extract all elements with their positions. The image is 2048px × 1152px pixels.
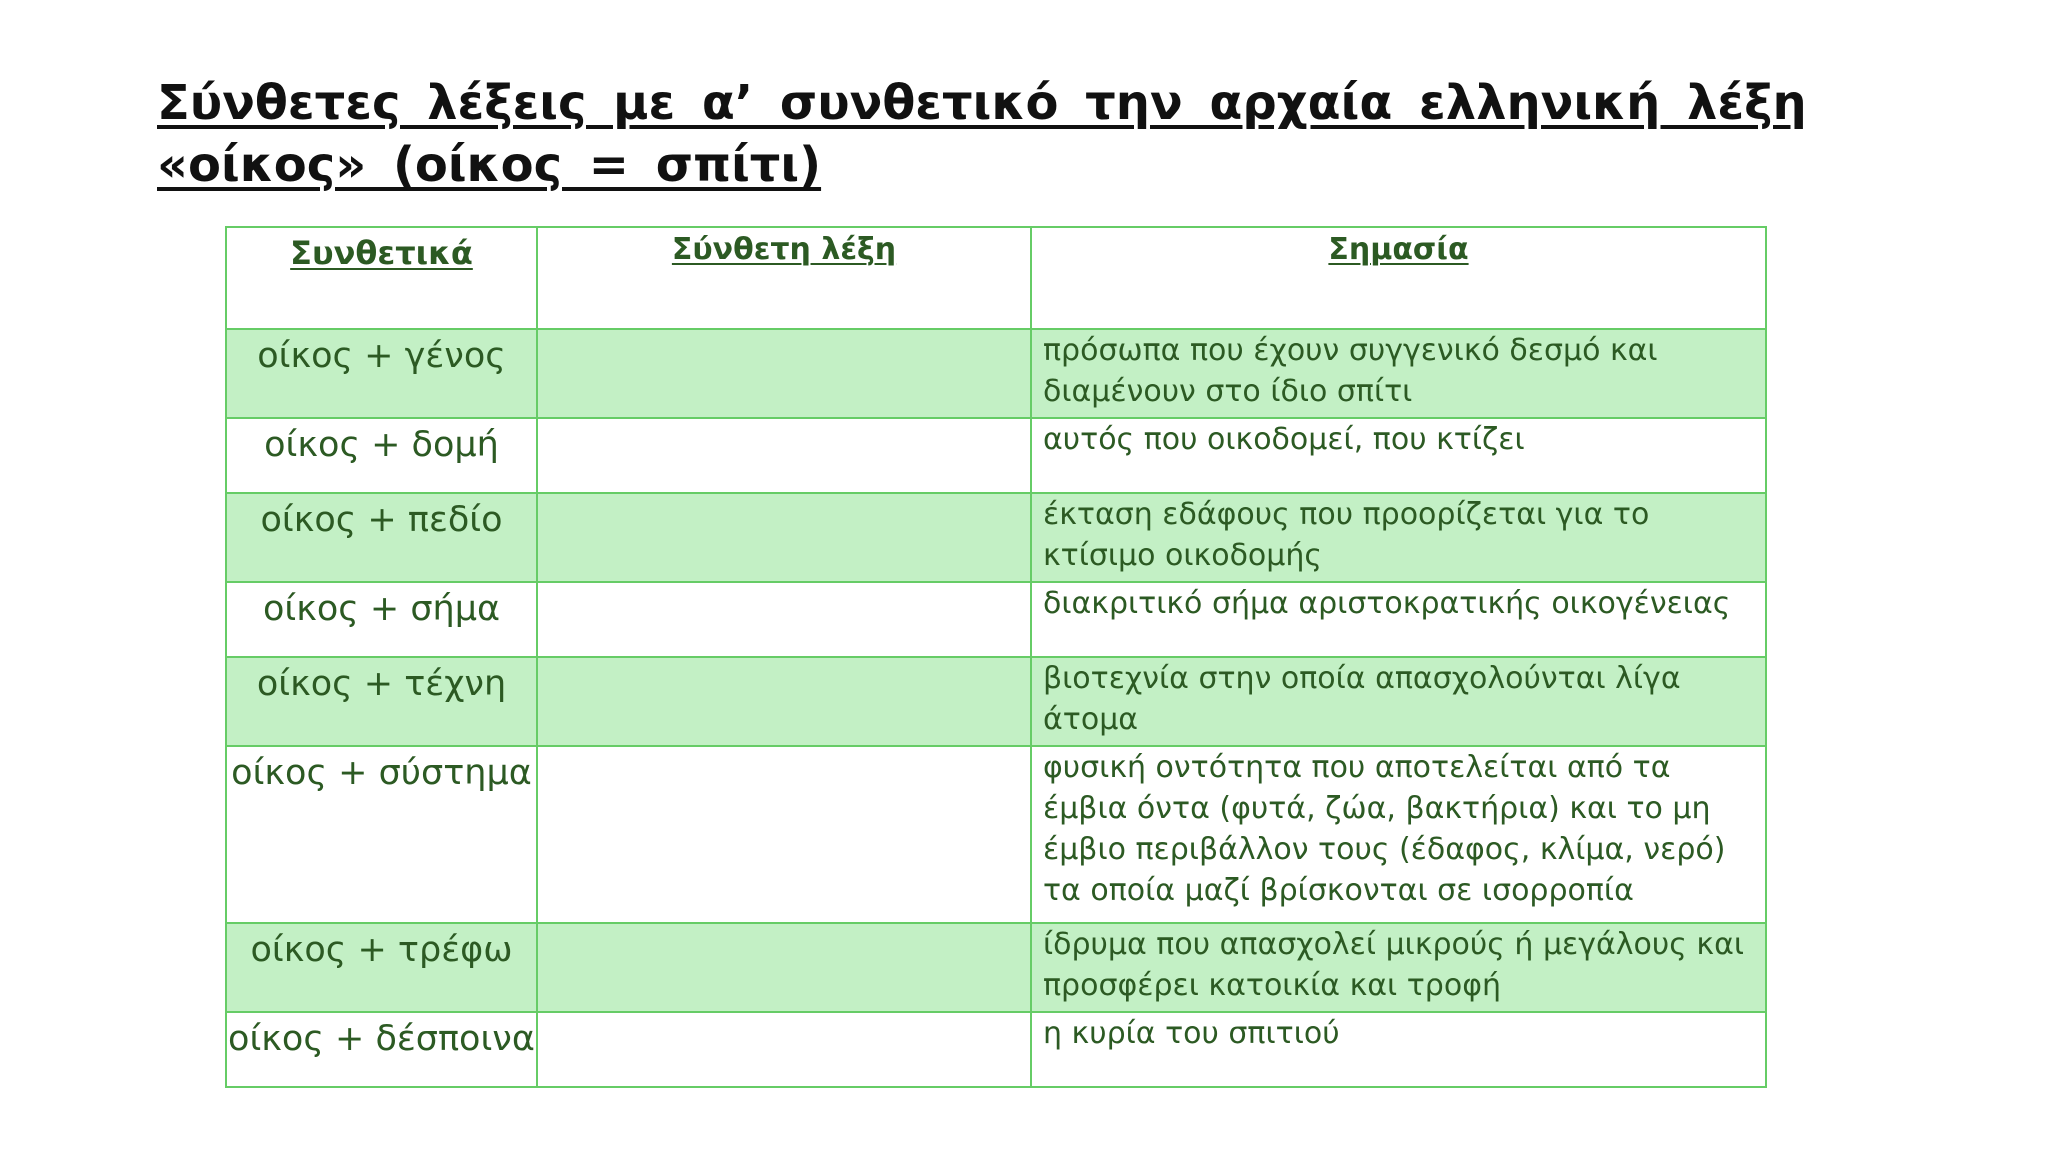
components-cell: οίκος + σύστημα: [226, 746, 537, 923]
compound-word-cell[interactable]: [537, 746, 1031, 923]
compound-word-cell[interactable]: [537, 418, 1031, 493]
page-title: [157, 72, 1807, 196]
components-cell: οίκος + πεδίο: [226, 493, 537, 582]
table-row: [226, 418, 1766, 493]
compound-word-cell[interactable]: [537, 582, 1031, 657]
title-line-1: Σύνθετες λέξεις με α’ συνθετικό την αρχαία ελληνική λέξη: [157, 75, 1807, 131]
compound-word-cell[interactable]: [537, 329, 1031, 418]
table-header-row: [226, 227, 1766, 329]
components-cell: οίκος + γένος: [226, 329, 537, 418]
title-line-2: «οίκος» (οίκος = σπίτι): [157, 137, 822, 193]
table-row: [226, 582, 1766, 657]
compound-word-cell[interactable]: [537, 923, 1031, 1012]
meaning-cell: η κυρία του σπιτιού: [1031, 1012, 1766, 1087]
table-row: [226, 493, 1766, 582]
table-row: [226, 746, 1766, 923]
compound-word-cell[interactable]: [537, 1012, 1031, 1087]
table-row: [226, 1012, 1766, 1087]
header-compound-word: Σύνθετη λέξη: [537, 227, 1031, 329]
components-cell: οίκος + δομή: [226, 418, 537, 493]
meaning-cell: έκταση εδάφους που προορίζεται για το κτίσιμο οικοδομής: [1031, 493, 1766, 582]
meaning-cell: βιοτεχνία στην οποία απασχολούνται λίγα άτομα: [1031, 657, 1766, 746]
components-cell: οίκος + τρέφω: [226, 923, 537, 1012]
components-cell: οίκος + δέσποινα: [226, 1012, 537, 1087]
table-row: [226, 923, 1766, 1012]
meaning-cell: πρόσωπα που έχουν συγγενικό δεσμό και διαμένουν στο ίδιο σπίτι: [1031, 329, 1766, 418]
components-cell: οίκος + τέχνη: [226, 657, 537, 746]
table-row: [226, 329, 1766, 418]
meaning-cell: φυσική οντότητα που αποτελείται από τα έμβια όντα (φυτά, ζώα, βακτήρια) και το μη έμβιο περιβάλλον τους (έδαφος, κλίμα, νερό) τα οποία μαζί βρίσκονται σε ισορροπία: [1031, 746, 1766, 923]
components-cell: οίκος + σήμα: [226, 582, 537, 657]
compound-words-table: [225, 226, 1767, 1088]
meaning-cell: ίδρυμα που απασχολεί μικρούς ή μεγάλους και προσφέρει κατοικία και τροφή: [1031, 923, 1766, 1012]
compound-word-cell[interactable]: [537, 657, 1031, 746]
meaning-cell: διακριτικό σήμα αριστοκρατικής οικογένειας: [1031, 582, 1766, 657]
header-meaning: Σημασία: [1031, 227, 1766, 329]
meaning-cell: αυτός που οικοδομεί, που κτίζει: [1031, 418, 1766, 493]
table-row: [226, 657, 1766, 746]
compound-word-cell[interactable]: [537, 493, 1031, 582]
header-components: Συνθετικά: [226, 227, 537, 329]
